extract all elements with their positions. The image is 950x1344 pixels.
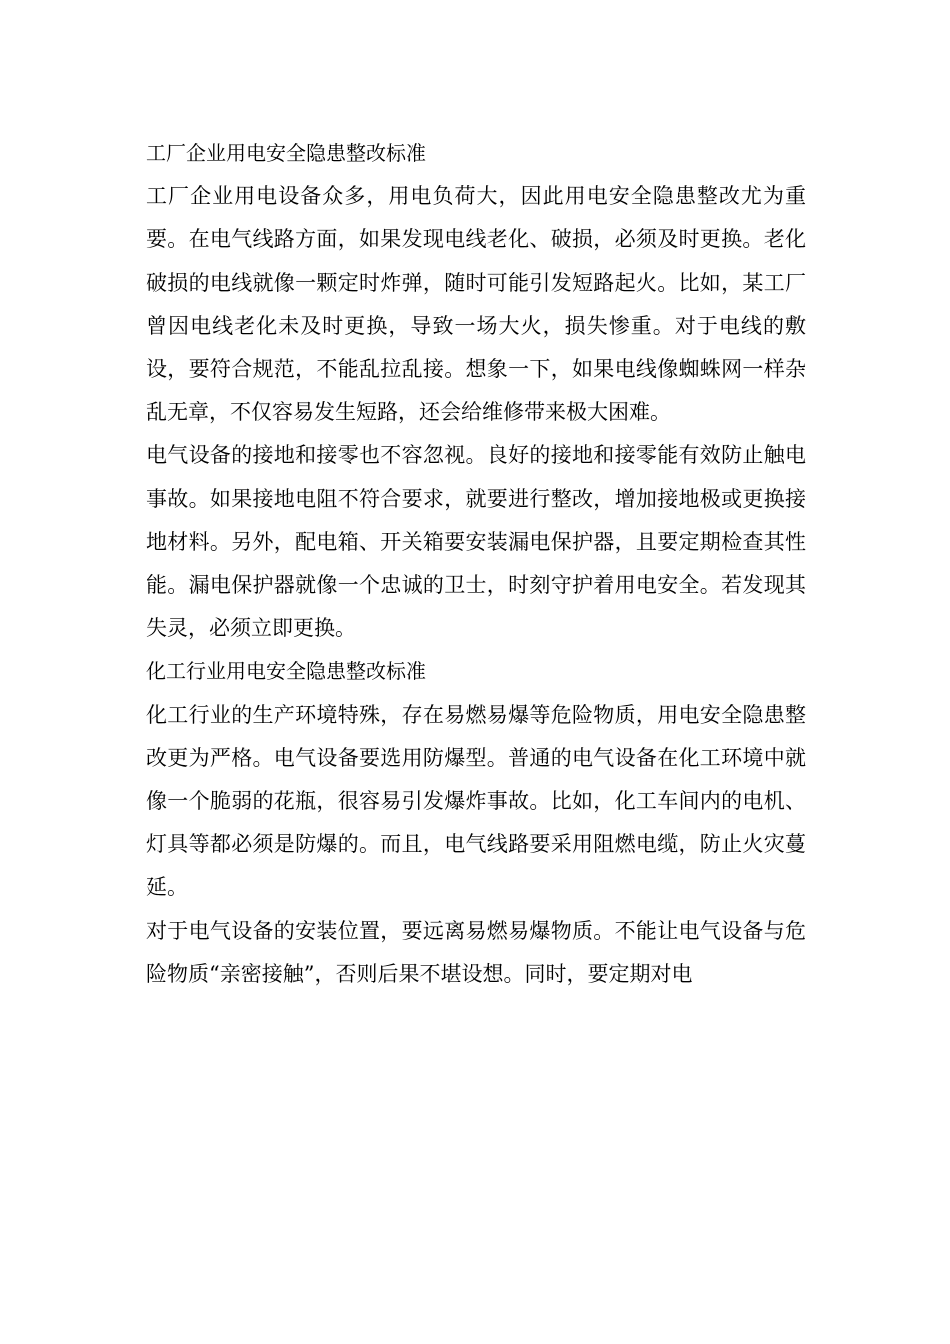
document-body: [146, 132, 806, 996]
paragraph-chemical-explosion-proof: 化工行业的生产环境特殊，存在易燃易爆等危险物质，用电安全隐患整改更为严格。电气设备要选用防爆型。普通的电气设备在化工环境中就像一个脆弱的花瓶，很容易引发爆炸事故。比如，化工车间内的电机、灯具等都必须是防爆的。而且，电气线路要采用阻燃电缆，防止火灾蔓延。: [146, 702, 806, 900]
paragraph-factory-wiring: 工厂企业用电设备众多，用电负荷大，因此用电安全隐患整改尤为重要。在电气线路方面，如果发现电线老化、破损，必须及时更换。老化破损的电线就像一颗定时炸弹，随时可能引发短路起火。比如，某工厂曾因电线老化未及时更换，导致一场大火，损失惨重。对于电线的敷设，要符合规范，不能乱拉乱接。想象一下，如果电线像蜘蛛网一样杂乱无章，不仅容易发生短路，还会给维修带来极大困难。: [146, 184, 806, 425]
paragraph-chemical-installation: 对于电气设备的安装位置，要远离易燃易爆物质。不能让电气设备与危险物质“亲密接触”，否则后果不堪设想。同时，要定期对电: [146, 918, 806, 986]
section-heading-chemical: 化工行业用电安全隐患整改标准: [146, 659, 426, 684]
section-heading-factory: 工厂企业用电安全隐患整改标准: [146, 141, 426, 165]
paragraph-factory-grounding: 电气设备的接地和接零也不容忽视。良好的接地和接零能有效防止触电事故。如果接地电阻不符合要求，就要进行整改，增加接地极或更换接地材料。另外，配电箱、开关箱要安装漏电保护器，且要定期检查其性能。漏电保护器就像一个忠诚的卫士，时刻守护着用电安全。若发现其失灵，必须立即更换。: [146, 443, 806, 641]
